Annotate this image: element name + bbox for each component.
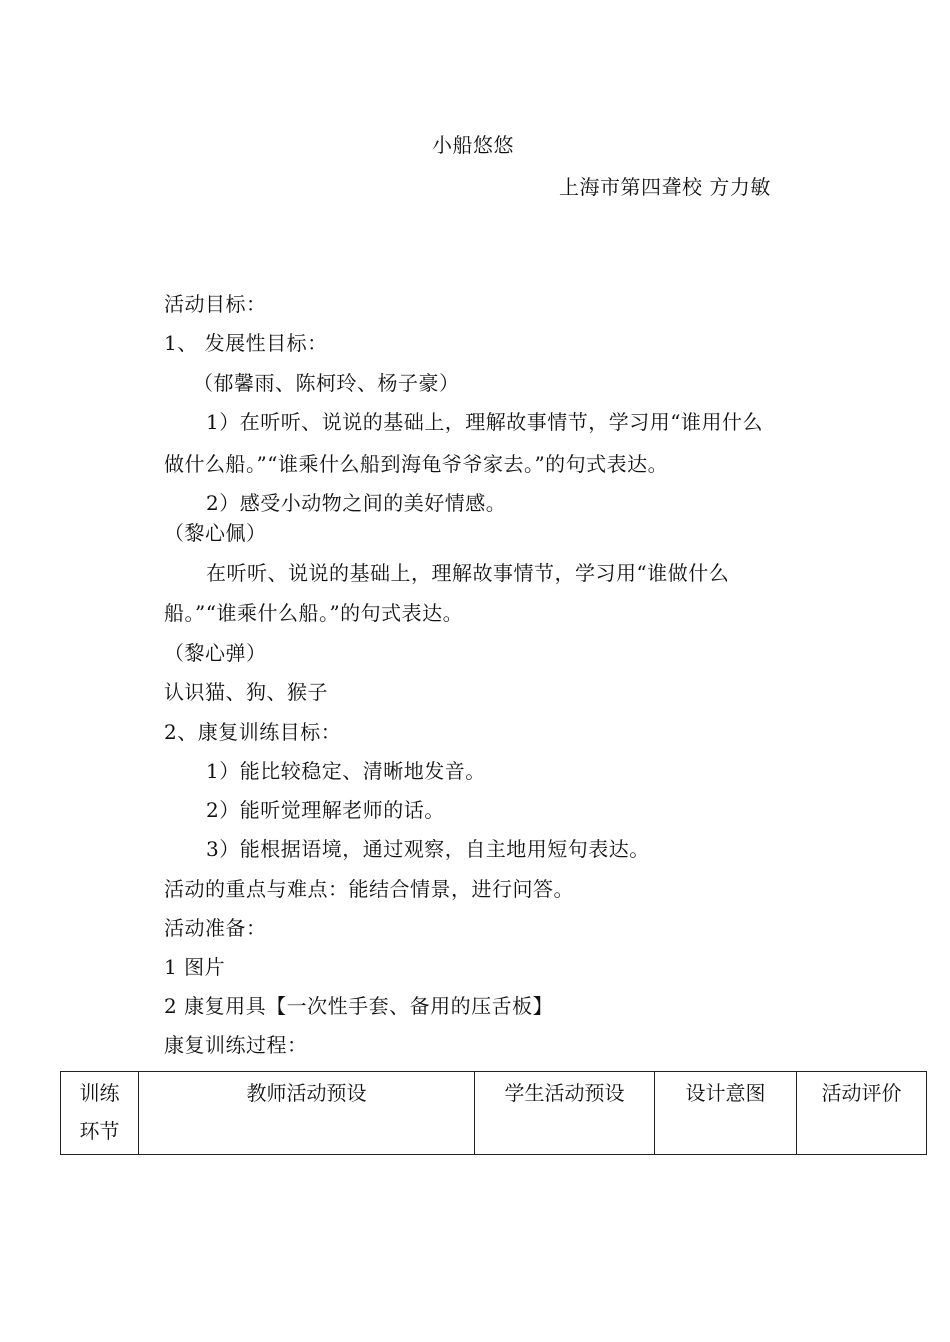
table-header-cell: 设计意图 xyxy=(655,1072,797,1155)
training-process-table xyxy=(60,1071,927,1155)
table-header-row xyxy=(61,1072,927,1155)
student-group-3: （黎心弹） xyxy=(164,641,267,665)
table-header-cell: 学生活动预设 xyxy=(475,1072,655,1155)
table-header-cell: 活动评价 xyxy=(797,1072,927,1155)
section-heading-goals: 活动目标： xyxy=(164,292,267,316)
paragraph-line: 3）能根据语境，通过观察，自主地用短句表达。 xyxy=(206,837,650,861)
paragraph-line: 在听听、说说的基础上，理解故事情节，学习用“谁做什么 xyxy=(206,561,730,585)
table-header-cell: 教师活动预设 xyxy=(139,1072,475,1155)
key-points-line: 活动的重点与难点：能结合情景，进行问答。 xyxy=(164,877,574,901)
goal-2-heading: 2、康复训练目标： xyxy=(164,720,342,744)
student-group-1: （郁馨雨、陈柯玲、杨子豪） xyxy=(193,371,460,395)
goal-1-heading: 1、 发展性目标： xyxy=(164,331,328,355)
document-author: 上海市第四聋校 方力敏 xyxy=(559,175,771,199)
paragraph-line: 2）能听觉理解老师的话。 xyxy=(206,798,445,822)
paragraph-line: 1）能比较稳定、清晰地发音。 xyxy=(206,759,486,783)
preparation-item: 2 康复用具【一次性手套、备用的压舌板】 xyxy=(164,994,554,1018)
paragraph-line: 1）在听听、说说的基础上，理解故事情节，学习用“谁用什么 xyxy=(206,410,763,434)
student-group-2: （黎心佩） xyxy=(164,521,267,545)
paragraph-line: 2）感受小动物之间的美好情感。 xyxy=(206,491,507,515)
paragraph-line: 认识猫、狗、猴子 xyxy=(164,680,328,704)
paragraph-line: 船。”“谁乘什么船。”的句式表达。 xyxy=(164,601,464,625)
section-heading-process: 康复训练过程： xyxy=(164,1033,308,1057)
paragraph-line: 做什么船。”“谁乘什么船到海龟爷爷家去。”的句式表达。 xyxy=(164,452,669,476)
preparation-item: 1 图片 xyxy=(164,955,226,979)
section-heading-preparation: 活动准备： xyxy=(164,916,267,940)
document-title: 小船悠悠 xyxy=(432,133,514,157)
table-header-cell: 训练环节 xyxy=(61,1072,139,1155)
